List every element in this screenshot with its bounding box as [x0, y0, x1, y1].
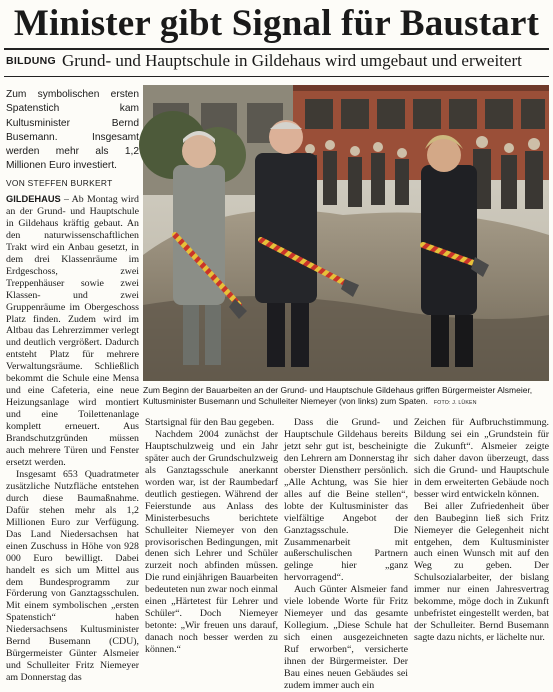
top-rule: [4, 48, 549, 50]
article-column-1: [6, 194, 139, 684]
col3-paragraph-1: Dass die Grund- und Hauptschule Gildehaus bereits jetzt sehr gut ist, bescheinigte den Lehrern am Donnerstag ihr oberster Dienstherr persönlich. „Alle Achtung, was Sie hier alles auf die Beine stellen“, lobte der Kultusminister das vielfältige Angebot der Ganztagsschule. Die Zusammenarbeit mit außerschulischen Partnern gelinge hier „ganz hervorragend“.: [284, 417, 408, 584]
col2-paragraph-1: Startsignal für den Bau gegeben.: [145, 417, 275, 428]
kicker: BILDUNG: [6, 55, 56, 67]
col2-paragraph-2: Nachdem 2004 zunächst der Hauptschulzweig und ein Jahr später auch der Grundschulzweig als Ganztagsschule anerkannt worden war, ist der Raumbedarf deutlich gestiegen. Während der Feierstunde aus Anlass des Ministerbesuchs berichtete Schulleiter Niemeyer von den provisorischen Bedingungen, mit denen sich Lehrer und Schüler zurzeit noch abfinden müssen. Die rund einjährigen Bauarbeiten bedeuteten nun zwar noch einmal einen „Härtetest für Lehrer und Schüler“. Doch Niemeyer betonte: „Wir freuen uns darauf, danach noch besser werden zu können.“: [145, 428, 278, 656]
col1-paragraph-1: – Ab Montag wird an der Grund- und Hauptschule in Gildehaus kräftig gebaut. An den naturwissenschaftlichen Trakt wird ein Anbau gesetzt, in dem drei Klassenräume im Erdgeschoss, zwei Treppenhäuser sowie zwei Klassen- und zwei Gruppenräume im Obergeschoss Platz finden. Zudem wird im Altbau das Lehrerzimmer verlegt und deutlich vergrößert. Dadurch entsteht Platz für mehrere Verwaltungsräume. Schließlich bekommt die Schule eine Mensa und eine Cafeteria, eine neue Heizungsanlage wird montiert und eine Toilettenanlage komplett erneuert. Aus Brandschutzgründen müssen auch mehrere Türen und Fenster ersetzt werden.: [6, 194, 139, 468]
photo-credit: FOTO: J. LÜKEN: [433, 400, 477, 406]
lead-paragraph: Zum symbolischen ersten Spatenstich kam Kultusminister Bernd Busemann. Insgesamt werden mehr als 1,2 Millionen Euro investiert.: [6, 89, 139, 172]
article-column-2: [145, 417, 278, 656]
subhead-rule: [4, 76, 549, 77]
col4-paragraph-2: Bei aller Zufriedenheit über den Baubeginn ließ sich Fritz Niemeyer die Gelegenheit nicht entgehen, dem Kultusminister auch einen Wunsch mit auf den Weg zu geben. Der Schulsozialarbeiter, der bislang immer nur einen Jahresvertrag bekomme, möge doch in Zukunft unbefristet eingestellt werden, bat der Schulleiter. Bernd Busemann sagte dazu nichts, er lächelte nur.: [414, 500, 549, 644]
col1-paragraph-2: Insgesamt 653 Quadratmeter zusätzliche Nutzfläche entstehen durch diese Baumaßnahme. Dafür stehen mehr als 1,2 Millionen Euro zur Verfügung. Das Land Niedersachsen hat einen Zuschuss in Höhe von 928 000 Euro bewilligt. Dabei handelt es sich um Mittel aus dem Bundesprogramm zur Förderung von Ganztagsschulen. Mit einem symbolischen „ersten Spatenstich“ haben Niedersachsens Kultusminister Bernd Busemann (CDU), Bürgermeister Günter Alsmeier und Schulleiter Fritz Niemeyer am Donnerstag das: [6, 468, 139, 684]
dateline: GILDEHAUS: [6, 194, 61, 204]
col3-paragraph-2: Auch Günter Alsmeier fand viele lobende Worte für Fritz Niemeyer und das gesamte Kollegium. „Diese Schule hat sich einen ausgezeichneten Ruf erworben“, versicherte ihnen der Bürgermeister. Der Bau eines neuen Gebäudes sei zudem immer auch ein: [284, 584, 408, 691]
caption-text: Zum Beginn der Bauarbeiten an der Grund- und Hauptschule Gildehaus griffen Bürgermeister Alsmeier, Kultusminister Busemann und Schulleiter Niemeyer (von links) zum Spaten.: [143, 385, 533, 406]
groundbreaking-photo-illustration: [143, 85, 549, 381]
article-photo: [143, 85, 549, 381]
photo-caption: [143, 385, 549, 409]
subheadline: Grund- und Hauptschule in Gildehaus wird umgebaut und erweitert: [62, 51, 522, 70]
col4-paragraph-1: Zeichen für Aufbruchstimmung. Bildung sei ein „Grundstein für die Zukunft“. Alsmeier zeigte sich daher davon überzeugt, dass sich die Grund- und Hauptschule in dem erweiterten Gebäude noch besser wird entwickeln können.: [414, 417, 549, 500]
article-column-3: [284, 417, 408, 692]
article-column-4: [414, 417, 549, 644]
author-byline: VON STEFFEN BURKERT: [6, 178, 113, 188]
headline: Minister gibt Signal für Baustart: [13, 3, 540, 44]
